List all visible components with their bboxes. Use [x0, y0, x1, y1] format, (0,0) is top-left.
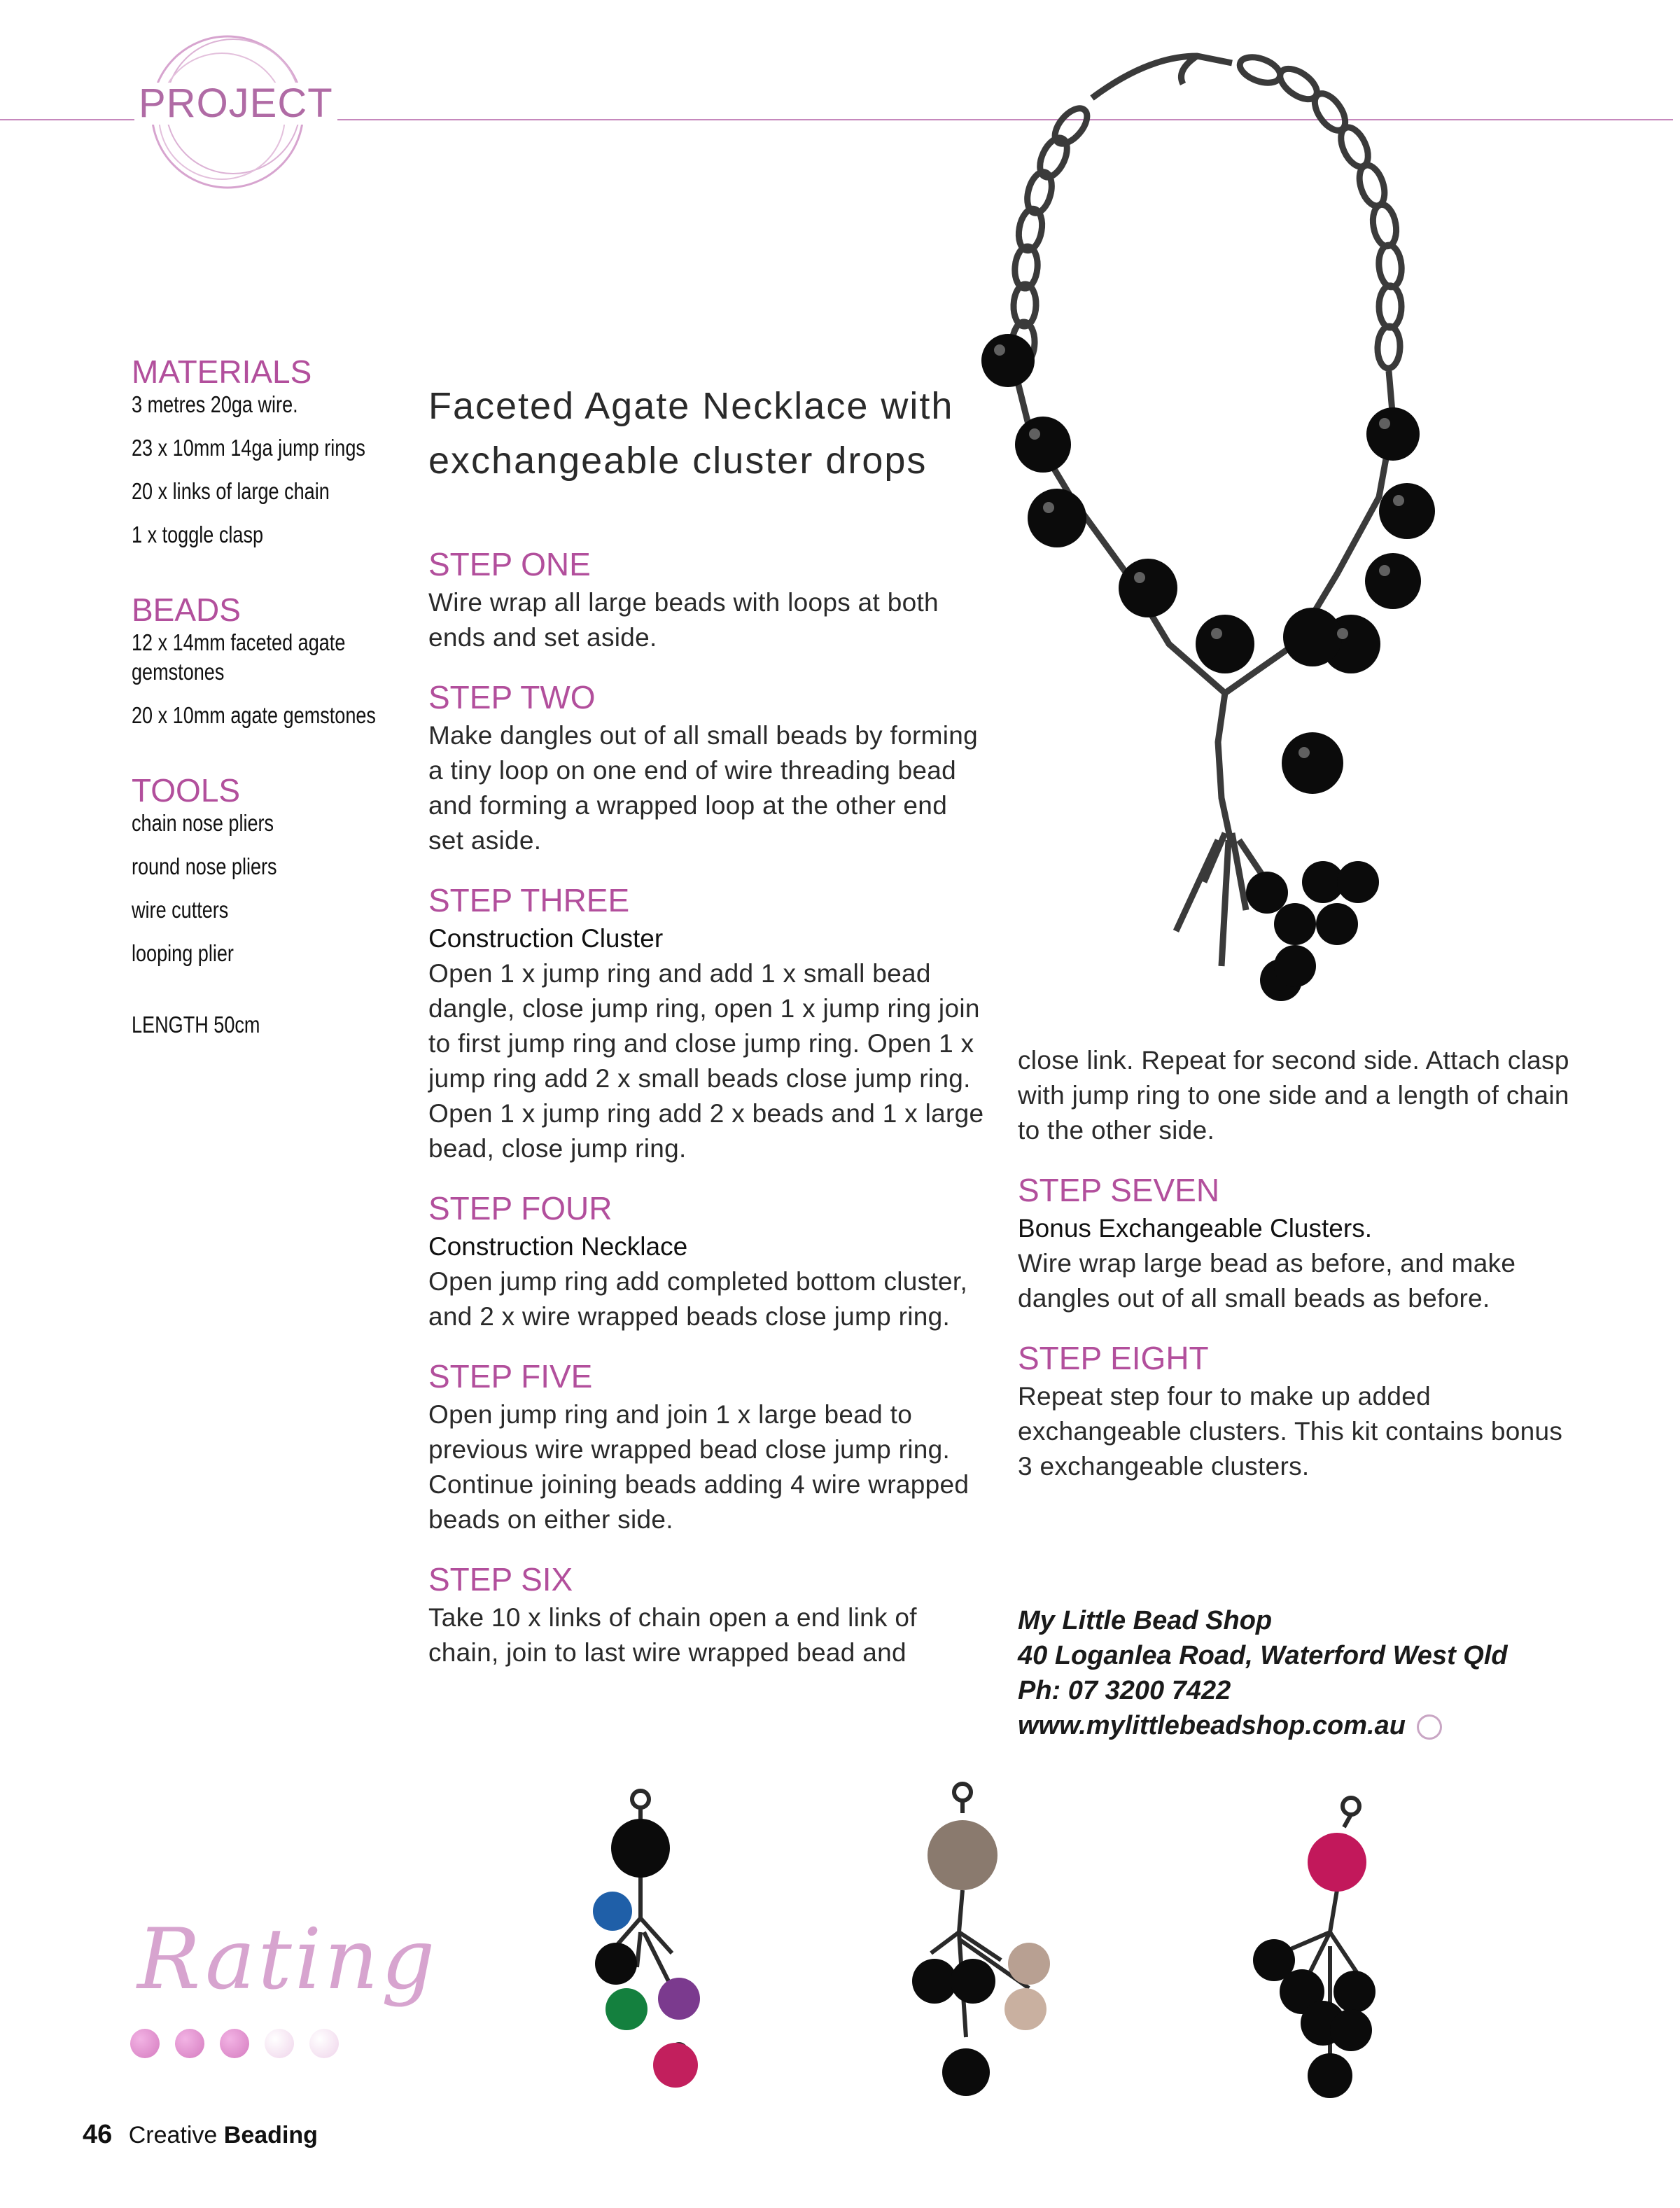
step-heading: STEP SIX [428, 1561, 573, 1598]
step-text: Open jump ring add completed bottom cluster, and 2 x wire wrapped beads close jump ring. [428, 1267, 968, 1331]
step-text: Open 1 x jump ring and add 1 x small bead dangle, close jump ring, open 1 x jump ring join to first jump ring and close jump ring. Open 1 x jump ring add 2 x small beads close jump ring. Open 1 x jump ring add 2 x beads and 1 x large bead, close jump ring. [428, 959, 984, 1163]
title-line-1: Faceted Agate Necklace with [428, 385, 954, 428]
step-heading: STEP FOUR [428, 1190, 612, 1227]
materials-item: 23 x 10mm 14ga jump rings [132, 435, 365, 461]
beads-item: 12 x 14mm faceted agate gemstones [132, 629, 346, 685]
step-heading: STEP EIGHT [1018, 1340, 1209, 1376]
step-eight [1018, 1340, 1578, 1484]
rating-dots [130, 2029, 339, 2058]
step-text: Wire wrap all large beads with loops at both ends and set aside. [428, 588, 939, 652]
materials-sidebar [132, 354, 398, 1054]
rating-dot [175, 2029, 204, 2058]
article-title [428, 379, 988, 488]
rating-dot [265, 2029, 294, 2058]
materials-item: 3 metres 20ga wire. [132, 391, 298, 417]
beads-group [132, 592, 398, 730]
rating-label: Rating [137, 1911, 438, 2008]
steps-left-column [428, 546, 988, 1694]
section-label: PROJECT [134, 83, 337, 125]
step-text: close link. Repeat for second side. Attach clasp with jump ring to one side and a length of chain to the other side. [1018, 1046, 1569, 1145]
shop-info [1018, 1603, 1508, 1743]
step-heading: STEP FIVE [428, 1358, 593, 1395]
step-subheading: Construction Necklace [428, 1232, 688, 1261]
beads-heading: BEADS [132, 592, 241, 628]
steps-right-column [1018, 1043, 1578, 1508]
page-footer [83, 2120, 318, 2150]
magazine-name-part2: Beading [223, 2122, 318, 2148]
shop-website-link[interactable]: www.mylittlebeadshop.com.au [1018, 1711, 1406, 1740]
step-four [428, 1190, 988, 1334]
materials-item: 20 x links of large chain [132, 478, 330, 504]
materials-item: 1 x toggle clasp [132, 522, 264, 547]
step-three [428, 882, 988, 1166]
step-heading: STEP TWO [428, 679, 596, 715]
beads-item: 20 x 10mm agate gemstones [132, 702, 376, 728]
step-subheading: Bonus Exchangeable Clusters. [1018, 1214, 1372, 1243]
shop-address: 40 Loganlea Road, Waterford West Qld [1018, 1641, 1508, 1670]
step-five [428, 1358, 988, 1537]
step-one [428, 546, 988, 655]
cluster-drop-photo-3 [1225, 1792, 1393, 2107]
rating-dot [309, 2029, 339, 2058]
step-two [428, 679, 988, 858]
step-text: Open jump ring and join 1 x large bead to previous wire wrapped bead close jump ring. Continue joining beads adding 4 wire wrapped beads on either side. [428, 1400, 969, 1534]
page-number: 46 [83, 2120, 113, 2149]
step-heading: STEP ONE [428, 546, 591, 582]
shop-name: My Little Bead Shop [1018, 1606, 1273, 1635]
materials-heading: MATERIALS [132, 354, 312, 390]
step-text: Repeat step four to make up added exchangeable clusters. This kit contains bonus 3 exchangeable clusters. [1018, 1382, 1563, 1481]
step-heading: STEP THREE [428, 882, 630, 918]
step-heading: STEP SEVEN [1018, 1172, 1220, 1208]
rating-dot [220, 2029, 249, 2058]
end-mark-icon [1417, 1714, 1442, 1740]
step-seven [1018, 1172, 1578, 1316]
tools-item: chain nose pliers [132, 810, 274, 836]
cluster-drop-photo-2 [889, 1778, 1071, 2107]
cluster-drop-photo-1 [574, 1778, 728, 2107]
title-line-2: exchangeable cluster drops [428, 440, 927, 482]
step-text: Wire wrap large bead as before, and make dangles out of all small beads as before. [1018, 1249, 1516, 1313]
tools-group [132, 772, 398, 968]
materials-group [132, 354, 398, 550]
step-six-continued [1018, 1043, 1578, 1148]
rating-dot [130, 2029, 160, 2058]
step-subheading: Construction Cluster [428, 924, 664, 953]
tools-item: looping plier [132, 940, 234, 966]
tools-item: round nose pliers [132, 853, 277, 879]
necklace-photo [966, 42, 1540, 1036]
step-text: Take 10 x links of chain open a end link of chain, join to last wire wrapped bead and [428, 1603, 917, 1667]
tools-heading: TOOLS [132, 772, 241, 809]
shop-phone: Ph: 07 3200 7422 [1018, 1676, 1231, 1705]
length-value: LENGTH 50cm [132, 1012, 260, 1037]
step-text: Make dangles out of all small beads by forming a tiny loop on one end of wire threading bead and forming a wrapped loop at the other end set aside. [428, 721, 979, 855]
step-six [428, 1561, 988, 1670]
tools-item: wire cutters [132, 897, 229, 923]
magazine-name-part1: Creative [128, 2122, 218, 2148]
